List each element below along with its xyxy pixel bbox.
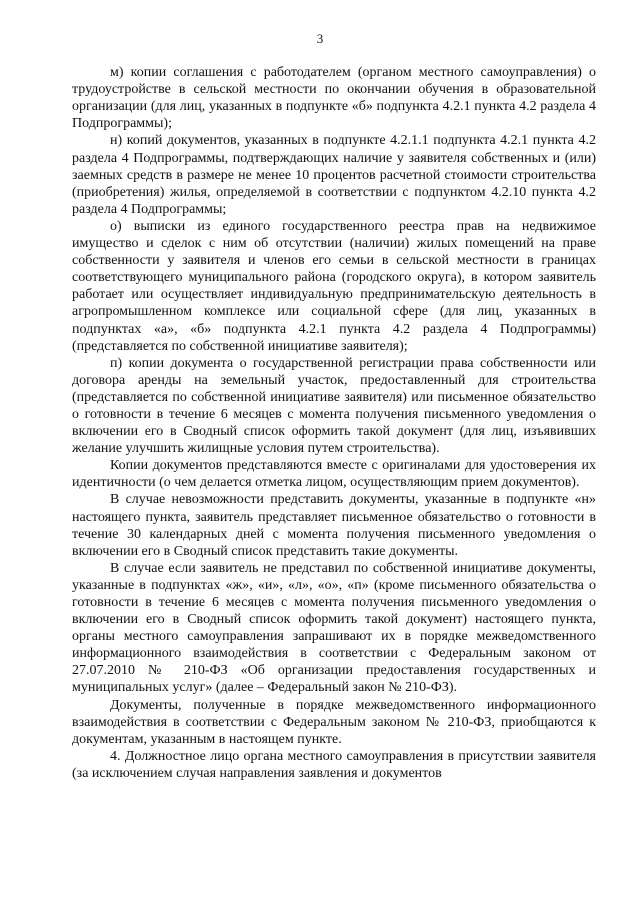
paragraph-interagency-request: В случае если заявитель не представил по собственной инициативе документы, указанные в подпунктах «ж», «и», «л», «о», «п» (кроме письменного обязательства о готовности в течение 6 месяцев с момента получения письменного уведомления о включении его в Сводный список оформить такой документ) настоящего пункта, органы местного самоуправления запрашивают их в порядке межведомственного информационного взаимодействия в соответствии с Федеральным законом от 27.07.2010 № 210-ФЗ «Об организации предоставления государственных и муниципальных услуг» (далее – Федеральный закон № 210-ФЗ). [72,560,596,696]
paragraph-impossibility: В случае невозможности представить документы, указанные в подпункте «н» настоящего пункта, заявитель представляет письменное обязательство о готовности в течение 30 календарных дней с момента получения письменного уведомления о включении его в Сводный список представить такие документы. [72,492,596,559]
page-number: 3 [316,31,324,46]
paragraph-p: п) копии документа о государственной регистрации права собственности или договора аренды на земельный участок, предоставленный для строительства (представляется по собственной инициативе заявителя) или письменное обязательство о готовности в течение 6 месяцев с момента получения письменного уведомления о включении его в Сводный список оформить такой документ (для лиц, изъявивших желание улучшить жилищные условия путем строительства). [72,355,596,457]
paragraph-copies: Копии документов представляются вместе с оригиналами для удостоверения их идентичности (о чем делается отметка лицом, осуществляющим прием документов). [72,458,596,491]
paragraph-o: о) выписки из единого государственного реестра прав на недвижимое имущество и сделок с ним об отсутствии (наличии) жилых помещений на праве собственности у заявителя и членов его семьи в сельской местности в границах соответствующего муниципального района (городского округа), в котором заявитель работает или осуществляет индивидуальную предпринимательскую деятельность в агропромышленном комплексе или социальной сфере (для лиц, указанных в подпунктах «а», «б» подпункта 4.2.1 пункта 4.2 раздела 4 Подпрограммы) (представляется по собственной инициативе заявителя); [72,218,596,354]
paragraph-m: м) копии соглашения с работодателем (органом местного самоуправления) о трудоустройстве в сельской местности по окончании обучения в образовательной организации (для лиц, указанных в подпункте «б» подпункта 4.2.1 пункта 4.2 раздела 4 Подпрограммы); [72,65,596,132]
paragraph-received-documents: Документы, полученные в порядке межведомственного информационного взаимодействия в соответствии с Федеральным законом № 210-ФЗ, приобщаются к документам, указанным в настоящем пункте. [72,697,596,747]
paragraph-item-4: 4. Должностное лицо органа местного самоуправления в присутствии заявителя (за исключением случая направления заявления и документов [72,748,596,781]
paragraph-n: н) копий документов, указанных в подпункте 4.2.1.1 подпункта 4.2.1 пункта 4.2 раздела 4 Подпрограммы, подтверждающих наличие у заявителя собственных и (или) заемных средств в размере не менее 10 процентов расчетной стоимости строительства (приобретения) жилья, определяемой в соответствии с подпунктом 4.2.10 пункта 4.2 раздела 4 Подпрограммы; [72,133,596,217]
